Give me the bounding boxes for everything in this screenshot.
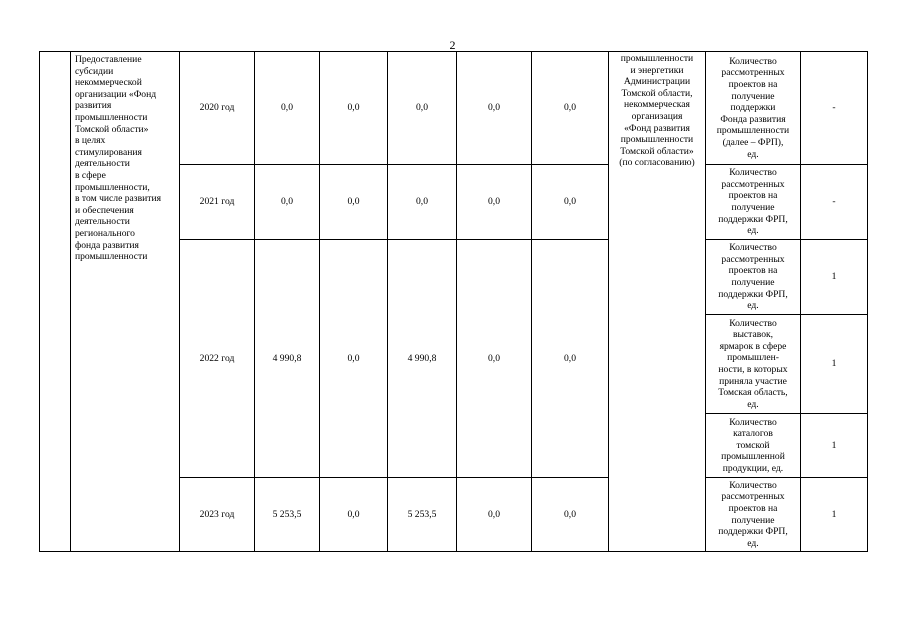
executor-text: промышленности и энергетики Администрации Томской области, некоммерческая организация «Фонд развития промышленности Томской области» (по согласованию) xyxy=(619,53,695,169)
indicator-text: Количество каталогов томской промышленной продукции, ед. xyxy=(721,416,785,474)
regional-cell: 4 990,8 xyxy=(388,240,457,478)
regional-cell: 0,0 xyxy=(388,165,457,240)
indicator-value-cell: 1 xyxy=(801,240,868,315)
indicator-value-cell: 1 xyxy=(801,315,868,414)
indicator-value-cell: - xyxy=(801,165,868,240)
federal-cell: 0,0 xyxy=(320,240,388,478)
indicator-text: Количество рассмотренных проектов на получение поддержки Фонда развития промышленности (далее – ФРП), ед. xyxy=(716,55,790,160)
activity-cell xyxy=(71,52,180,552)
indicator-cell xyxy=(706,240,801,315)
activity-text: Предоставление субсидии некоммерческой организации «Фонд развития промышленности Томской области» в целях стимулирования деятельности в сфере промышленности, в том числе развития и обеспечения деятельности регионального фонда развития промышленности xyxy=(75,54,161,263)
regional-cell: 5 253,5 xyxy=(388,478,457,552)
program-table xyxy=(39,51,868,552)
federal-cell: 0,0 xyxy=(320,165,388,240)
year-cell: 2022 год xyxy=(180,240,255,478)
local-cell: 0,0 xyxy=(457,240,532,478)
extra-cell: 0,0 xyxy=(532,52,609,165)
row-number-cell xyxy=(40,52,71,552)
year-cell: 2023 год xyxy=(180,478,255,552)
year-cell: 2020 год xyxy=(180,52,255,165)
extra-cell: 0,0 xyxy=(532,240,609,478)
executor-cell xyxy=(609,52,706,552)
indicator-cell xyxy=(706,165,801,240)
indicator-cell xyxy=(706,52,801,165)
indicator-value-cell: - xyxy=(801,52,868,165)
extra-cell: 0,0 xyxy=(532,165,609,240)
total-cell: 0,0 xyxy=(255,52,320,165)
indicator-text: Количество рассмотренных проектов на получение поддержки ФРП, ед. xyxy=(718,167,788,237)
page-number: 2 xyxy=(449,38,456,52)
indicator-cell xyxy=(706,414,801,478)
local-cell: 0,0 xyxy=(457,52,532,165)
federal-cell: 0,0 xyxy=(320,478,388,552)
local-cell: 0,0 xyxy=(457,478,532,552)
local-cell: 0,0 xyxy=(457,165,532,240)
total-cell: 4 990,8 xyxy=(255,240,320,478)
indicator-text: Количество рассмотренных проектов на получение поддержки ФРП, ед. xyxy=(718,242,788,312)
indicator-text: Количество выставок, ярмарок в сфере промышлен- ности, в которых приняла участие Томская область, ед. xyxy=(718,317,788,410)
year-cell: 2021 год xyxy=(180,165,255,240)
total-cell: 5 253,5 xyxy=(255,478,320,552)
indicator-cell xyxy=(706,478,801,552)
indicator-text: Количество рассмотренных проектов на получение поддержки ФРП, ед. xyxy=(718,479,788,549)
indicator-value-cell: 1 xyxy=(801,478,868,552)
extra-cell: 0,0 xyxy=(532,478,609,552)
indicator-value-cell: 1 xyxy=(801,414,868,478)
federal-cell: 0,0 xyxy=(320,52,388,165)
table-row xyxy=(40,52,868,165)
indicator-cell xyxy=(706,315,801,414)
regional-cell: 0,0 xyxy=(388,52,457,165)
total-cell: 0,0 xyxy=(255,165,320,240)
